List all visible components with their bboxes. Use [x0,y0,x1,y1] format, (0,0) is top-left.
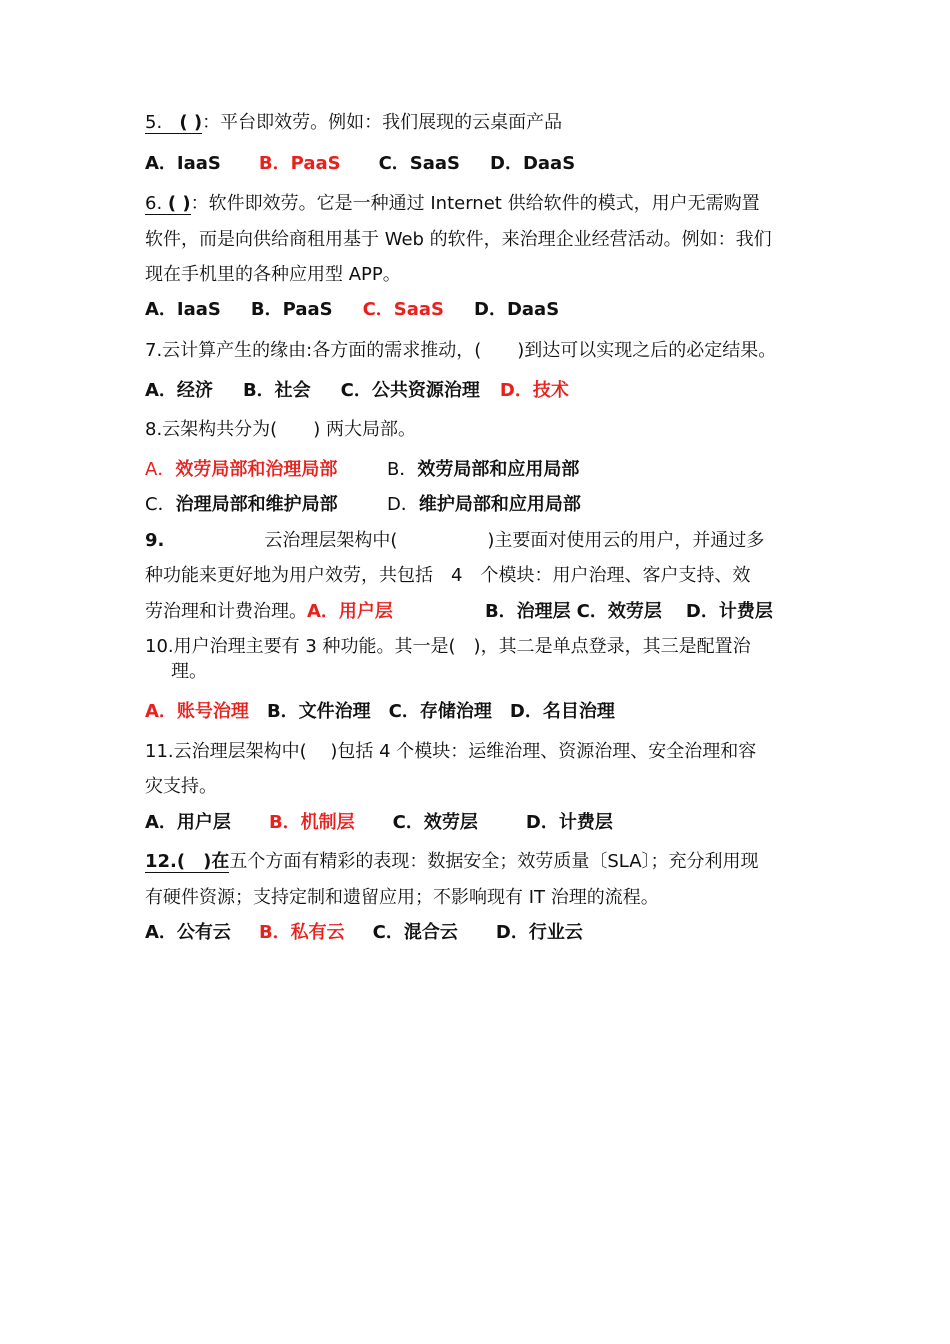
question-9-line-1 [145,529,764,553]
question-11-line-2: 灾支持。 [145,776,217,797]
option-a-correct: A．账号治理 [145,701,249,722]
answer-blank: ( ) [167,193,191,214]
option-b-correct: B．PaaS [258,153,341,174]
question-8-options-row-2 [145,493,581,517]
question-text: 云治理层架构中( )主要面对使用云的用户，并通过多 [264,530,765,551]
option-b: B．PaaS [250,299,333,320]
option-a: A．公有云 [145,922,231,943]
question-8: 8.云架构共分为( ) 两大局部。 [145,419,416,440]
question-10-options [145,700,615,724]
option-d: D．名目治理 [509,701,615,722]
option-d: D．计费层 [525,812,613,833]
option-b: B．效劳局部和应用局部 [387,459,580,480]
question-text: 五个方面有精彩的表现：数据安全；效劳质量〔SLA〕；充分利用现 [229,851,759,872]
question-12-line-2: 有硬件资源；支持定制和遗留应用；不影响现有 IT 治理的流程。 [145,887,659,908]
question-11-line-1: 11.云治理层架构中( )包括 4 个模块：运维治理、资源治理、安全治理和容 [145,741,757,762]
question-6-prefix [145,193,191,215]
option-b: B．社会 [242,380,311,401]
option-a: A．经济 [145,380,213,401]
question-10-line-1: 10.用户治理主要有 3 种功能。其一是( )，其二是单点登录，其三是配置治 [145,636,751,657]
question-number: 9. [145,530,165,551]
question-9-line-3 [145,600,773,624]
option-c: C．效劳层 [392,812,478,833]
option-c: C．SaaS [378,153,461,174]
option-c: C．存储治理 [388,701,492,722]
option-c: C．效劳层 [576,601,662,622]
option-d: D．计费层 [685,601,773,622]
question-5 [145,111,562,135]
question-6-line-3: 现在手机里的各种应用型 APP。 [145,264,401,285]
question-number: 5. [145,112,163,133]
question-7: 7.云计算产生的缘由:各方面的需求推动，( )到达可以实现之后的必定结果。 [145,340,777,361]
option-a-correct: A．效劳局部和治理局部 [145,459,338,480]
question-5-options [145,152,575,176]
option-b-correct: B．私有云 [258,922,345,943]
question-8-options-row-1 [145,458,579,482]
question-11-options [145,811,613,835]
question-10-line-2: 理。 [171,661,207,682]
option-d: D．维护局部和应用局部 [387,494,581,515]
option-d: D．行业云 [495,922,583,943]
option-a: A．IaaS [145,299,221,320]
option-a: A．IaaS [145,153,221,174]
option-d: D．DaaS [474,299,560,320]
option-b: B．文件治理 [266,701,371,722]
option-d: D．DaaS [490,153,576,174]
question-number: 6. [145,193,163,214]
option-c: C．公共资源治理 [340,380,480,401]
question-12-prefix: 12.( )在 [145,851,230,872]
option-c: C．混合云 [372,922,458,943]
question-6-line-1 [145,192,760,216]
answer-blank: ( ) [179,112,203,133]
question-6-options [145,298,559,322]
option-b: B．治理层 [484,601,571,622]
option-b-correct: B．机制层 [268,812,355,833]
question-7-options [145,379,569,403]
question-text: ：平台即效劳。例如：我们展现的云桌面产品 [202,112,563,133]
question-12-options [145,921,583,945]
option-a-correct: A．用户层 [307,601,393,622]
question-9-line-2: 种功能来更好地为用户效劳，共包括 4 个模块：用户治理、客户支持、效 [145,565,751,586]
option-c-correct: C．SaaS [362,299,445,320]
question-text: 劳治理和计费治理。 [145,601,307,622]
question-12-line-1 [145,850,759,874]
option-c: C．治理局部和维护局部 [145,494,338,515]
option-d-correct: D．技术 [499,380,569,401]
question-6-line-2: 软件，而是向供给商租用基于 Web 的软件，来治理企业经营活动。例如：我们 [145,229,772,250]
question-text: ：软件即效劳。它是一种通过 Internet 供给软件的模式，用户无需购置 [190,193,760,214]
option-a: A．用户层 [145,812,231,833]
question-5-prefix [145,112,202,134]
